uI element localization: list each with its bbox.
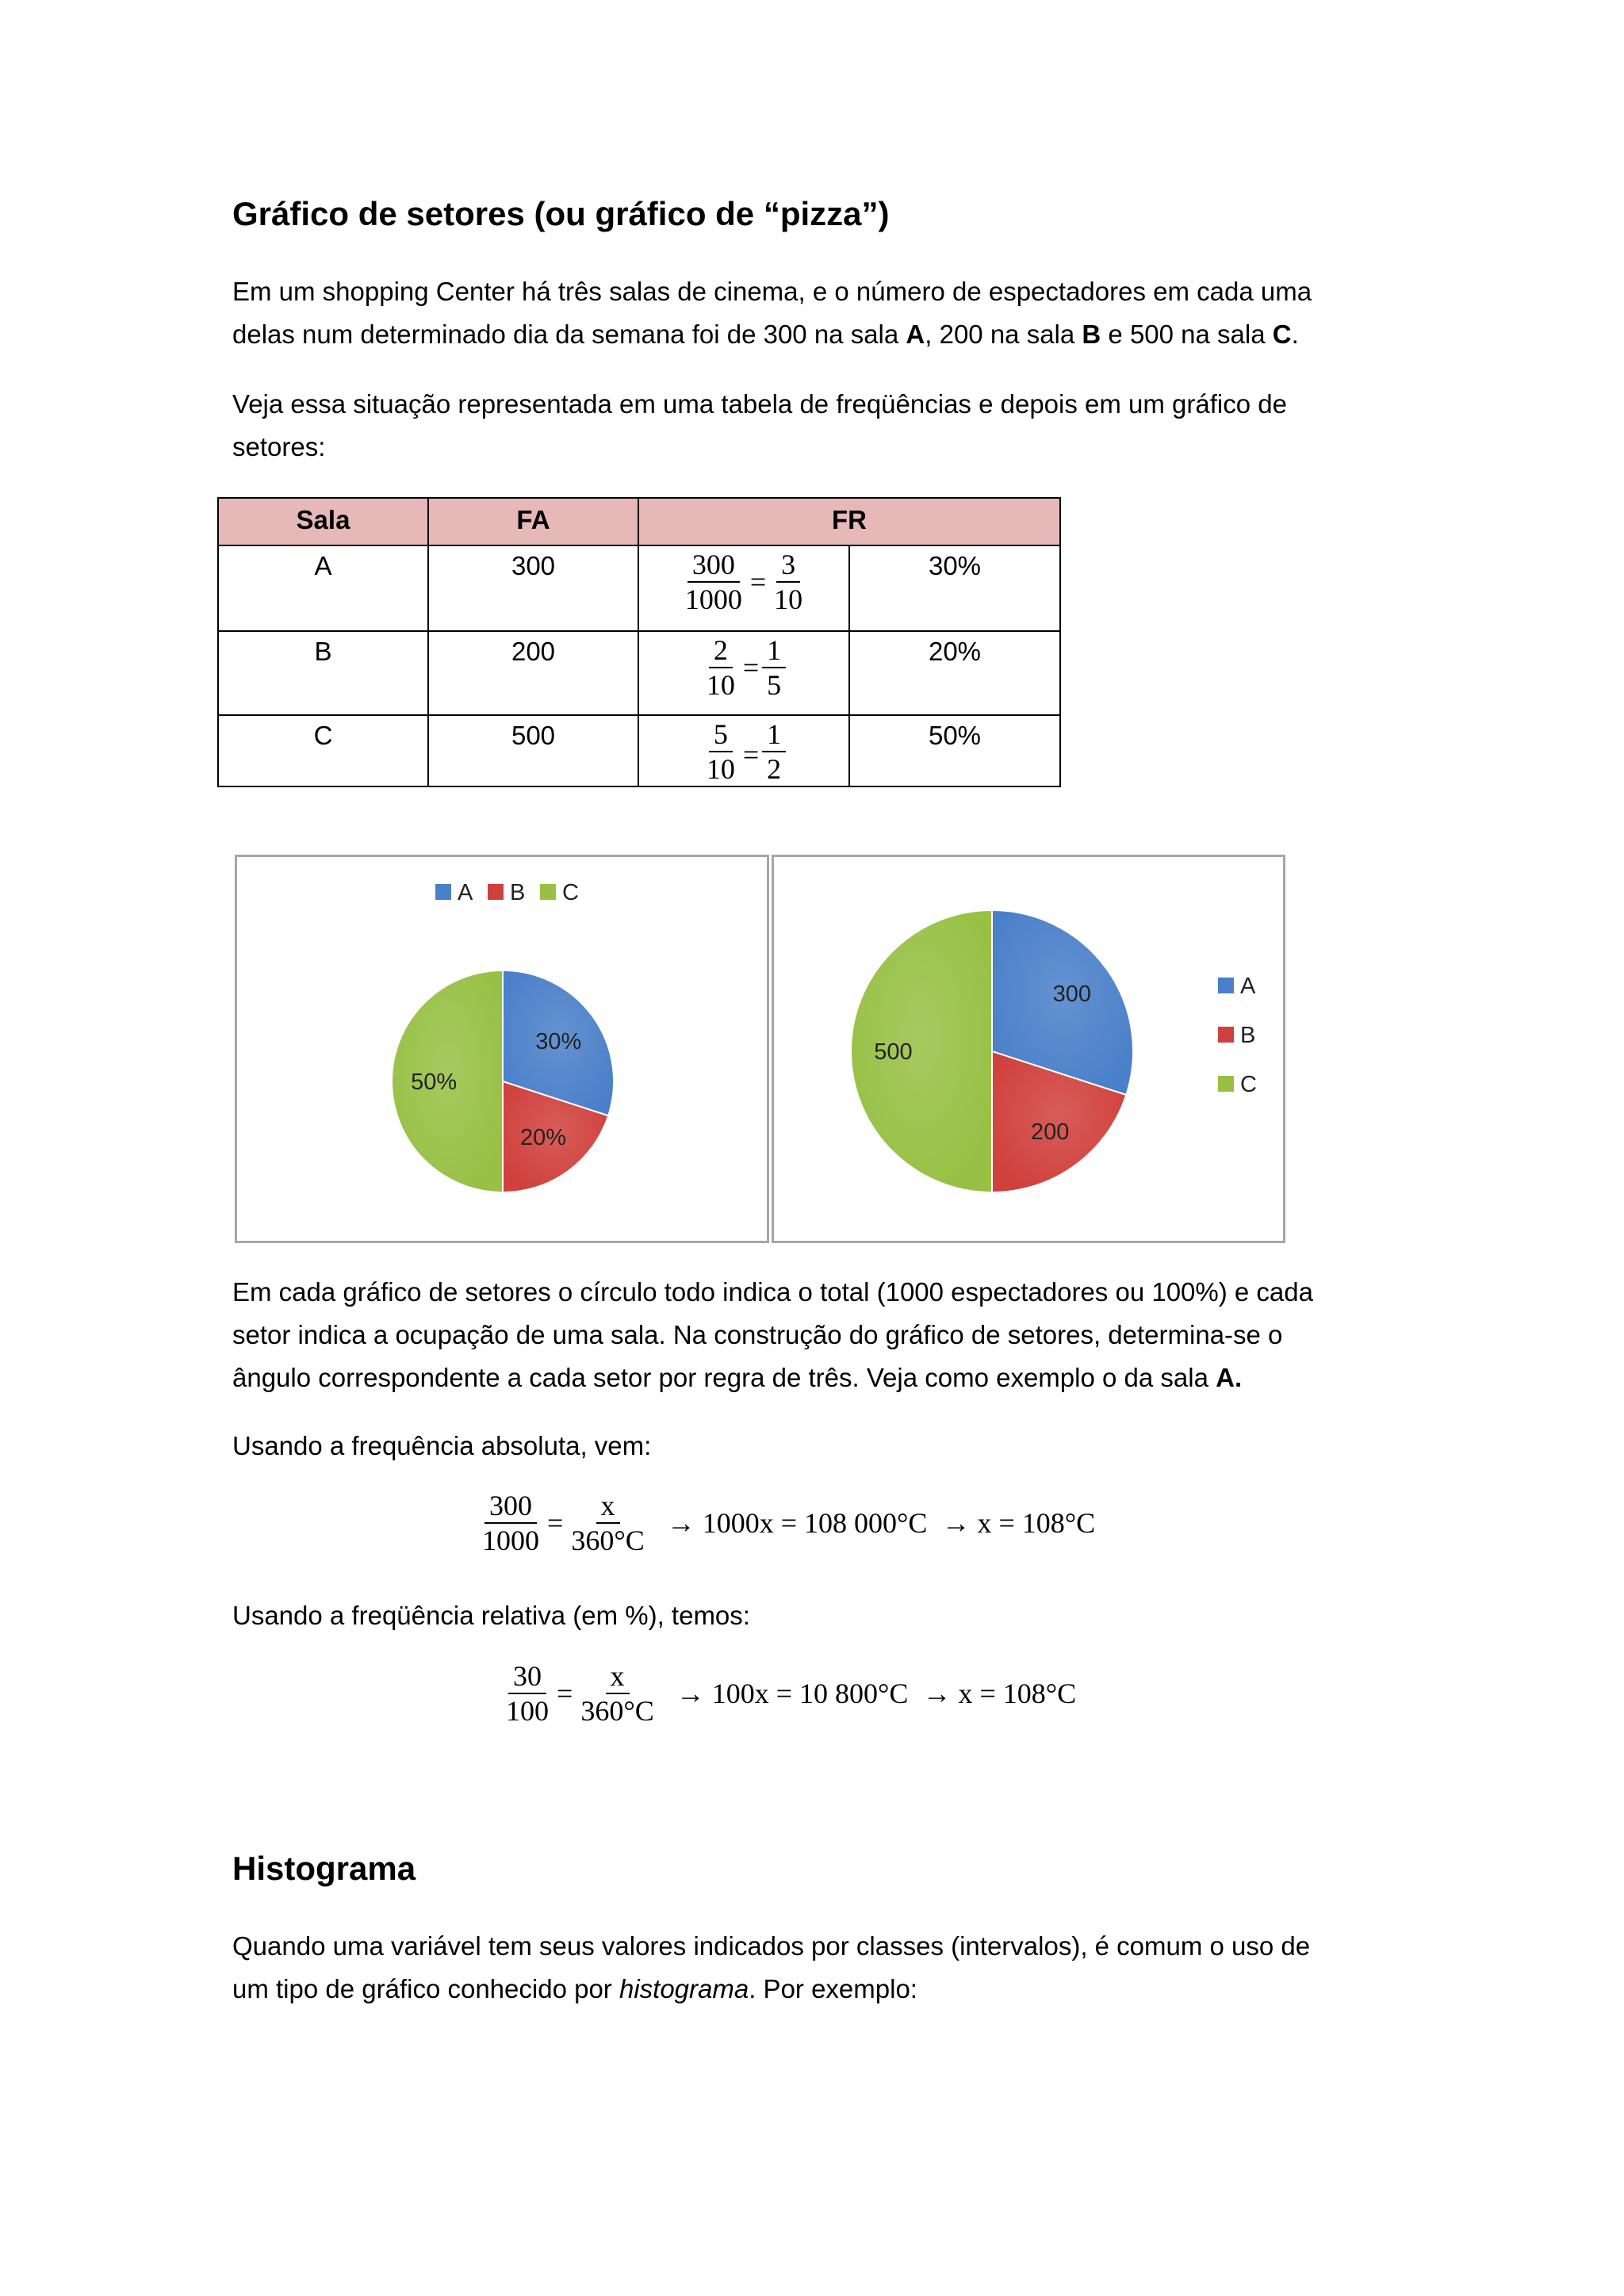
fraction-cell: $\frac{300}{1000}$ = $\frac{3}{10}$: [638, 545, 849, 631]
frequency-table: [217, 497, 1061, 787]
legend-label-b: B: [510, 880, 526, 905]
pie-chart-absolute: [774, 857, 1283, 1241]
pie-chart-percent-frame: [235, 855, 769, 1243]
section-title-pie: Gráfico de setores (ou gráfico de “pizza”): [232, 195, 890, 232]
pie-chart-absolute-frame: [772, 855, 1285, 1243]
legend-label-c: C: [1240, 1072, 1257, 1097]
table-row: C 500 $\frac{5}{10}$ = $\frac{1}{2}$ 50%: [218, 715, 1060, 786]
intro-line-1: Em um shopping Center há três salas de cinema, e o número de espectadores em cada uma: [232, 277, 1312, 306]
fraction-cell: $\frac{5}{10}$ = $\frac{1}{2}$: [638, 715, 849, 786]
legend-label-b: B: [1240, 1023, 1256, 1048]
legend-swatch-a: [1218, 978, 1234, 993]
equation-absolute: $\frac{300}{1000}$ = $\frac{x}{360^\circ C}$ → 1000x = 108 000°C → x = 108°C: [482, 1490, 1096, 1556]
legend-swatch-b: [488, 884, 504, 900]
equation-relative: $\frac{30}{100}$ = $\frac{x}{360^\circ C}$ → 100x = 10 800°C → x = 108°C: [506, 1660, 1077, 1727]
pie-label-c: 500: [874, 1039, 913, 1065]
see-paragraph: Veja essa situação representada em uma tabela de freqüências e depois em um gráfico de setores:: [232, 389, 1287, 461]
fraction-cell: $\frac{2}{10}$ = $\frac{1}{5}$: [638, 631, 849, 715]
header-sala: Sala: [218, 498, 428, 545]
legend-label-a: A: [458, 880, 473, 905]
table-row: B 200 $\frac{2}{10}$ = $\frac{1}{5}$ 20%: [218, 631, 1060, 715]
pie-label-a: 30%: [535, 1028, 582, 1054]
section-title-histogram: Histograma: [232, 1850, 416, 1887]
table-header-row: [218, 498, 1060, 545]
pie-label-c: 50%: [411, 1070, 458, 1095]
legend-swatch-b: [1218, 1027, 1234, 1043]
histogram-paragraph: Quando uma variável tem seus valores indicados por classes (intervalos), é comum o uso de um tipo de gráfico conhecido por histograma. Por exemplo:: [232, 1931, 1311, 2003]
header-fr: FR: [638, 498, 1060, 545]
pie-label-b: 200: [1031, 1119, 1070, 1145]
pie-label-b: 20%: [519, 1125, 567, 1151]
relative-frequency-intro: Usando a freqüência relativa (em %), temos:: [232, 1601, 750, 1630]
legend-swatch-c: [1218, 1076, 1234, 1092]
explanation-paragraph: Em cada gráfico de setores o círculo todo indica o total (1000 espectadores ou 100%) e cada setor indica a ocupação de uma sala. Na construção do gráfico de setores, determina-se o ângulo correspondente a cada setor por regra de três. Veja como exemplo o da sala A.: [232, 1277, 1313, 1392]
absolute-frequency-intro: Usando a frequência absoluta, vem:: [232, 1431, 652, 1460]
legend-label-a: A: [1240, 974, 1256, 999]
pie-label-a: 300: [1052, 981, 1091, 1007]
intro-paragraph: Em um shopping Center há três salas de cinema, e o número de espectadores em cada uma delas num determinado dia da semana foi de 300 na sala A, 200 na sala B e 500 na sala C.: [232, 277, 1312, 349]
legend-swatch-c: [540, 884, 556, 900]
header-fa: FA: [428, 498, 638, 545]
pie-slice-c: [851, 910, 992, 1192]
table-row: A 300 $\frac{300}{1000}$ = $\frac{3}{10}$ 30%: [218, 545, 1060, 631]
legend-label-c: C: [562, 880, 579, 905]
pie-chart-percent: [237, 857, 767, 1241]
legend-swatch-a: [435, 884, 451, 900]
